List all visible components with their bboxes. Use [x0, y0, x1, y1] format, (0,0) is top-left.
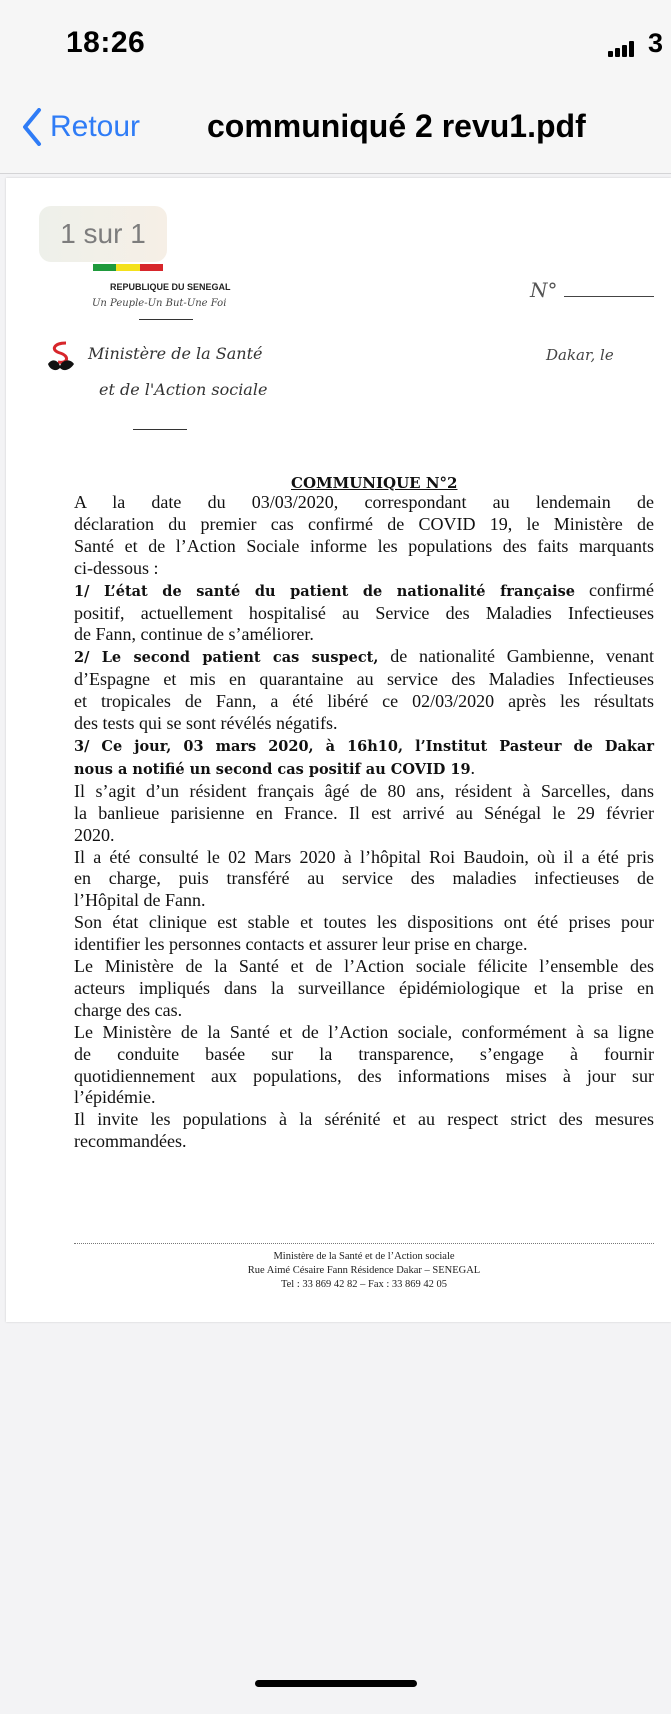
text-line [74, 1000, 654, 1022]
text-segment: charge des cas. [74, 999, 183, 1020]
bold-text: nous a notifié un second cas positif au COVID 19 [74, 760, 471, 778]
pdf-page[interactable] [6, 178, 671, 1322]
text-segment: Son état clinique est stable et toutes les dispositions ont été prises pour [74, 912, 654, 933]
text-segment: d’Espagne et mis en quarantaine au service des Maladies Infectieuses [74, 669, 654, 690]
bold-text: 1/ L’état de santé du patient de nationalité française [74, 582, 575, 600]
text-line [74, 1131, 654, 1153]
text-segment: l’Hôpital de Fann. [74, 890, 206, 911]
text-segment: 2020. [74, 824, 115, 845]
text-segment: Il a été consulté le 02 Mars 2020 à l’hôpital Roi Baudoin, où il a été pris [74, 846, 654, 867]
text-segment: Le Ministère de la Santé et de l’Action sociale, conformément à sa ligne [74, 1021, 654, 1042]
text-line [74, 580, 654, 603]
document-title: communiqué 2 revu1.pdf [207, 108, 586, 144]
text-line [74, 956, 654, 978]
text-line [74, 713, 654, 735]
text-line [74, 868, 654, 890]
text-segment: Santé et de l’Action Sociale informe les populations des faits marquants [74, 535, 654, 556]
text-line [74, 514, 654, 536]
text-line [74, 890, 654, 912]
text-segment: l’épidémie. [74, 1087, 156, 1108]
text-line [74, 1109, 654, 1131]
motto: Un Peuple-Un But-Une Foi [92, 298, 227, 309]
ministry-logo-icon [44, 340, 78, 376]
footer-line-3: Tel : 33 869 42 82 – Fax : 33 869 42 05 [280, 1279, 448, 1291]
text-line [74, 803, 654, 825]
republic-label: REPUBLIQUE DU SENEGAL [110, 282, 231, 292]
text-line [74, 669, 654, 691]
text-line [74, 758, 654, 781]
text-segment: de Fann, continue de s’améliorer. [74, 624, 314, 645]
text-segment: quotidiennement aux populations, des informations mises à jour sur [74, 1065, 654, 1086]
text-line [74, 603, 654, 625]
communique-body [74, 492, 654, 1153]
footer-line-2: Rue Aimé Césaire Fann Résidence Dakar – SENEGAL [247, 1265, 481, 1277]
bold-text: 2/ Le second patient cas suspect, [74, 649, 379, 667]
ministry-name-line1: Ministère de la Santé [88, 344, 263, 363]
document-content [74, 178, 654, 1322]
text-line [74, 624, 654, 646]
text-line [74, 825, 654, 847]
communique-title: COMMUNIQUE N°2 [291, 474, 458, 492]
footer-line-1: Ministère de la Santé et de l’Action sociale [273, 1251, 455, 1263]
text-line [74, 492, 654, 514]
text-line [74, 691, 654, 713]
text-segment: ci-dessous : [74, 557, 159, 578]
nav-bar [0, 90, 671, 174]
footer-divider [74, 1243, 654, 1244]
text-segment: de nationalité Gambienne, venant [378, 646, 654, 667]
text-segment: Il invite les populations à la sérénité et au respect strict des mesures [74, 1109, 654, 1130]
text-segment: et tropicales de Fann, a été libéré ce 02/03/2020 après les résultats [74, 691, 654, 712]
text-line [74, 1066, 654, 1088]
status-time: 18:26 [66, 26, 146, 59]
text-segment: Le Ministère de la Santé et de l’Action sociale félicite l’ensemble des [74, 956, 654, 977]
chevron-left-icon [22, 108, 42, 146]
page-indicator: 1 sur 1 [39, 206, 167, 262]
text-segment: Il s’agit d’un résident français âgé de 80 ans, résident à Sarcelles, dans [74, 780, 654, 801]
text-line [74, 847, 654, 869]
status-bar [0, 0, 671, 90]
text-line [74, 1022, 654, 1044]
bold-text: 3/ Ce jour, 03 mars 2020, à 16h10, l’Institut Pasteur de Dakar [74, 737, 654, 755]
text-segment: positif, actuellement hospitalisé au Service des Maladies Infectieuses [74, 602, 654, 623]
text-segment: identifier les personnes contacts et assurer leur prise en charge. [74, 934, 528, 955]
text-segment: de conduite basée sur la transparence, s’engage à fournir [74, 1043, 654, 1064]
text-line [74, 1044, 654, 1066]
text-segment: déclaration du premier cas confirmé de COVID 19, le Ministère de [74, 513, 654, 534]
text-segment: confirmé [575, 579, 654, 600]
signal-icon [608, 41, 634, 57]
text-segment: . [470, 757, 476, 778]
carrier-label: 3 [648, 28, 664, 58]
reference-number-label: N° [530, 278, 558, 302]
back-label: Retour [50, 110, 141, 143]
text-line [74, 912, 654, 934]
text-line [74, 978, 654, 1000]
text-segment: en charge, puis transféré au service des maladies infectieuses de [74, 868, 654, 889]
text-line [74, 646, 654, 669]
text-line [74, 558, 654, 580]
text-line [74, 781, 654, 803]
home-indicator[interactable] [255, 1680, 417, 1687]
text-line [74, 1087, 654, 1109]
text-segment: la banlieue parisienne en France. Il est arrivé au Sénégal le 29 février [74, 802, 654, 823]
text-segment: A la date du 03/03/2020, correspondant au lendemain de [74, 492, 654, 512]
text-segment: recommandées. [74, 1131, 187, 1152]
back-button[interactable] [22, 102, 140, 152]
ministry-name-line2: et de l'Action sociale [99, 380, 268, 399]
text-line [74, 934, 654, 956]
text-segment: acteurs impliqués dans la surveillance épidémiologique et la prise en [74, 977, 654, 998]
text-line [74, 536, 654, 558]
text-segment: des tests qui se sont révélés négatifs. [74, 713, 338, 734]
place-date-label: Dakar, le [546, 346, 614, 364]
text-line [74, 735, 654, 758]
